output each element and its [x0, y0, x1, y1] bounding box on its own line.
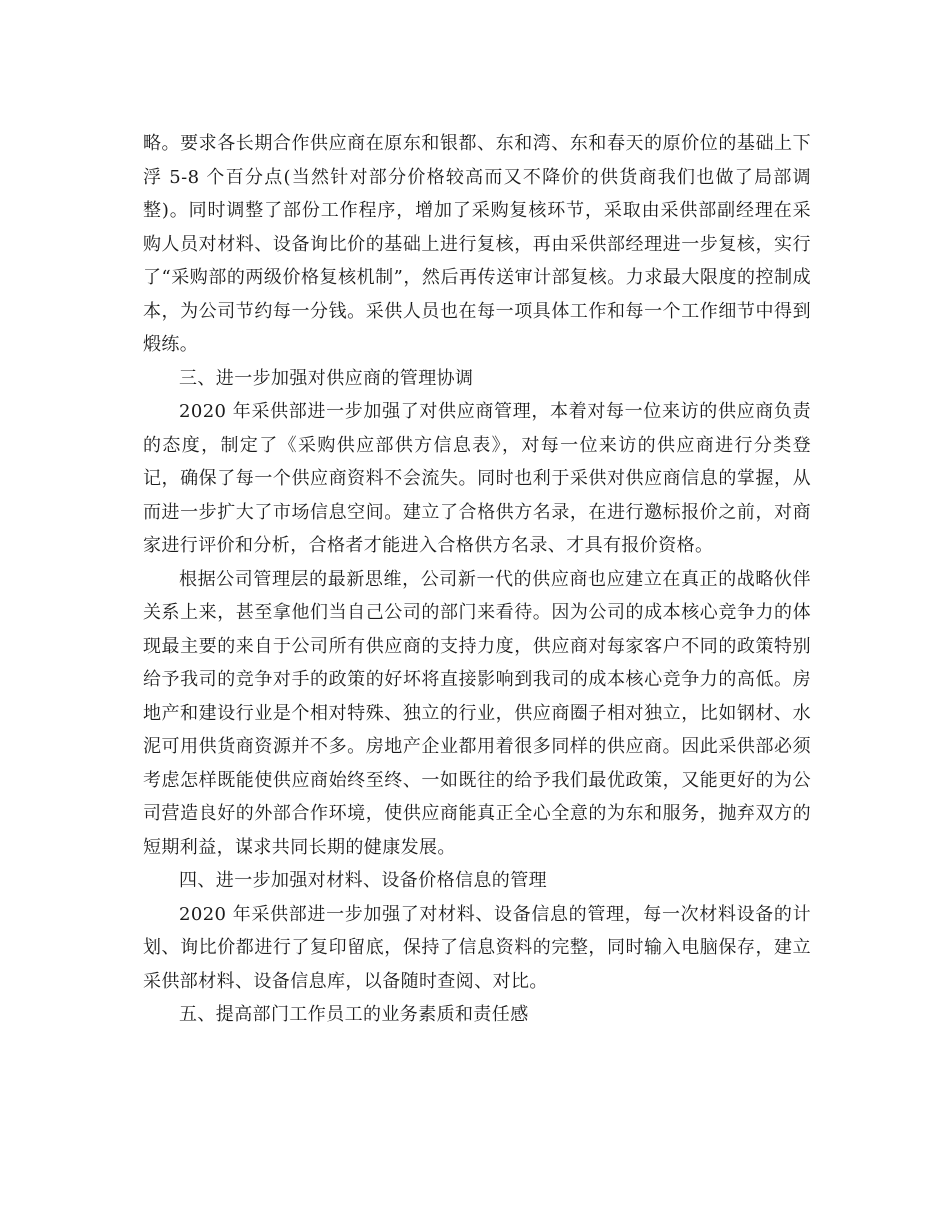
paragraph-information-management: 2020 年采供部进一步加强了对材料、设备信息的管理，每一次材料设备的计划、询比价都进行了复印留底，保持了信息资料的完整，同时输入电脑保存，建立采供部材料、设备信息库，以备随时查阅、对比。	[143, 903, 811, 992]
heading-price-information: 四、进一步加强对材料、设备价格信息的管理	[179, 870, 547, 891]
heading-supplier-coordination: 三、进一步加强对供应商的管理协调	[179, 367, 474, 389]
document-body	[143, 127, 811, 1032]
paragraph-price-review: 略。要求各长期合作供应商在原东和银都、东和湾、东和春天的原价位的基础上下浮 5-8 个百分点(当然针对部分价格较高而又不降价的供货商我们也做了局部调整)。同时调整了部份工作程序，增加了采购复核环节，采取由采供部副经理在采购人员对材料、设备询比价的基础上进行复核，再由采供部经理进一步复核，实行了“采购部的两级价格复核机制”，然后再传送审计部复核。力求最大限度的控制成本，为公司节约每一分钱。采供人员也在每一项具体工作和每一个工作细节中得到煅练。	[143, 133, 811, 355]
paragraph-strategic-partnership: 根据公司管理层的最新思维，公司新一代的供应商也应建立在真正的战略伙伴关系上来，甚至拿他们当自己公司的部门来看待。因为公司的成本核心竞争力的体现最主要的来自于公司所有供应商的支持力度，供应商对每家客户不同的政策特别给予我司的竞争对手的政策的好坏将直接影响到我司的成本核心竞争力的高低。房地产和建设行业是个相对特殊、独立的行业，供应商圈子相对独立，比如钢材、水泥可用供货商资源并不多。房地产企业都用着很多同样的供应商。因此采供部必须考虑怎样既能使供应商始终至终、一如既往的给予我们最优政策，又能更好的为公司营造良好的外部合作环境，使供应商能真正全心全意的为东和服务，抛弃双方的短期利益，谋求共同长期的健康发展。	[143, 568, 811, 858]
paragraph-supplier-management: 2020 年采供部进一步加强了对供应商管理，本着对每一位来访的供应商负责的态度，制定了《采购供应部供方信息表》，对每一位来访的供应商进行分类登记，确保了每一个供应商资料不会流失。同时也利于采供对供应商信息的掌握，从而进一步扩大了市场信息空间。建立了合格供方名录，在进行邀标报价之前，对商家进行评价和分析，合格者才能进入合格供方名录、才具有报价资格。	[143, 401, 811, 556]
heading-staff-quality: 五、提高部门工作员工的业务素质和责任感	[179, 1004, 529, 1025]
